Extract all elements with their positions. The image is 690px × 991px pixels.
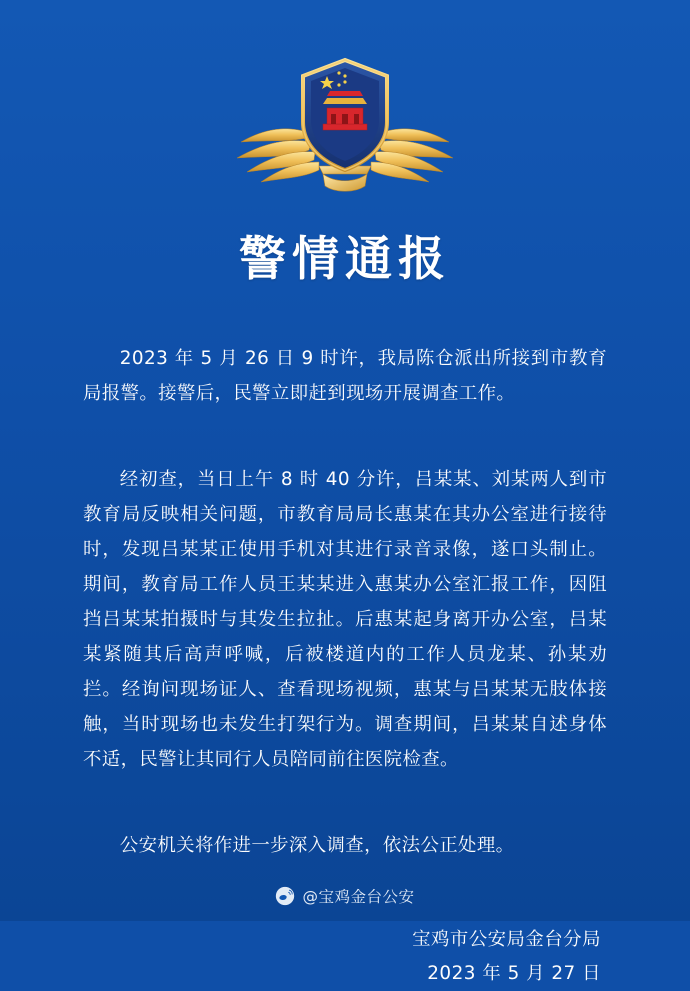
china-police-badge bbox=[215, 46, 475, 196]
signature bbox=[83, 923, 607, 991]
paragraph: 公安机关将作进一步深入调查，依法公正处理。 bbox=[119, 834, 515, 856]
weibo-account: @宝鸡金台公安 bbox=[302, 888, 415, 906]
notice-body bbox=[83, 323, 607, 881]
signature-organization: 宝鸡市公安局金台分局 bbox=[412, 929, 601, 951]
weibo-icon bbox=[275, 886, 295, 906]
paragraph: 2023 年 5 月 26 日 9 时许，我局陈仓派出所接到市教育局报警。接警后，民警立即赶到现场开展调查工作。 bbox=[83, 348, 607, 405]
paragraph: 经初查，当日上午 8 时 40 分许，吕某某、刘某两人到市教育局反映相关问题，市教育局局长惠某在其办公室进行接待时，发现吕某某正使用手机对其进行录音录像，遂口头制止。期间，教育局工作人员王某某进入惠某办公室汇报工作，因阻挡吕某某拍摄时与其发生拉扯。后惠某起身离开办公室，吕某某紧随其后高声呼喊，后被楼道内的工作人员龙某、孙某劝拦。经询问现场证人、查看现场视频，惠某与吕某某无肢体接触，当时现场也未发生打架行为。调查期间，吕某某自述身体不适，民警让其同行人员陪同前往医院检查。 bbox=[83, 469, 607, 771]
weibo-watermark bbox=[0, 885, 690, 907]
page-title: 警情通报 bbox=[239, 232, 451, 287]
signature-date: 2023 年 5 月 27 日 bbox=[427, 963, 601, 985]
